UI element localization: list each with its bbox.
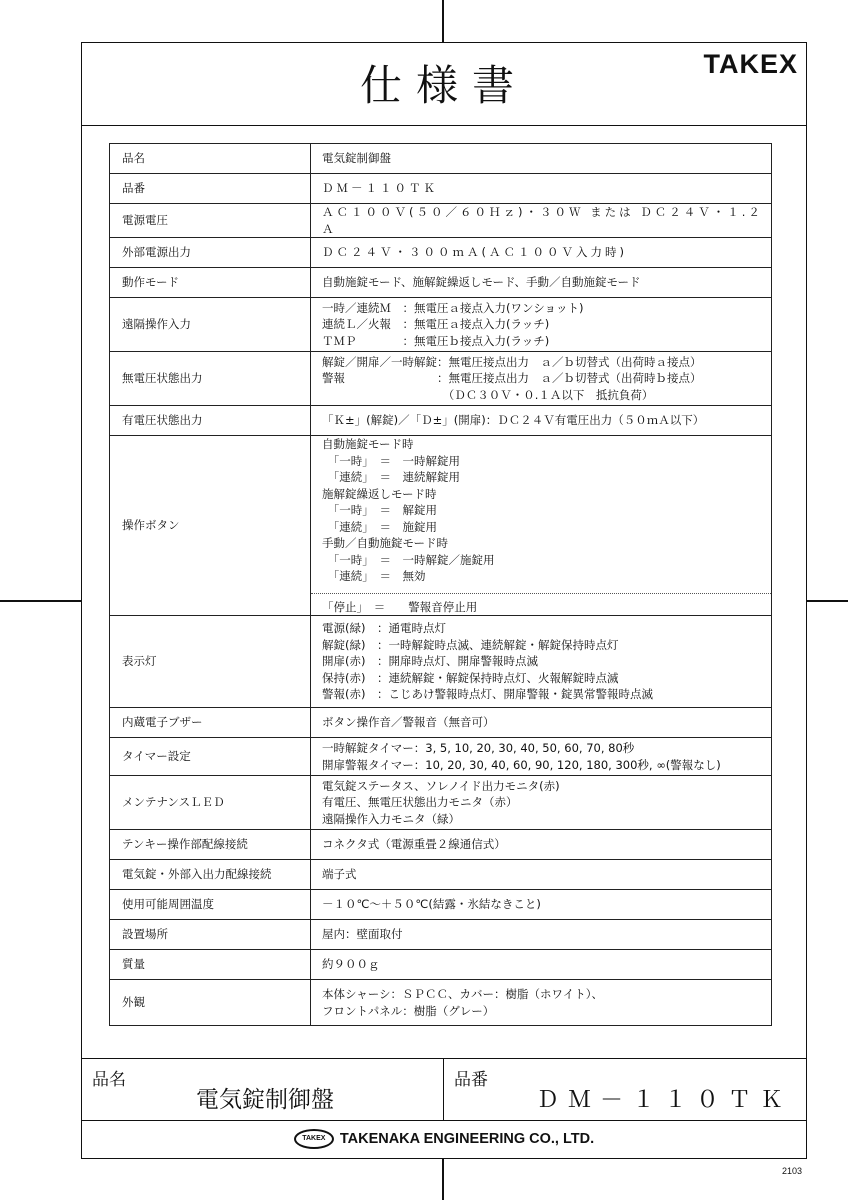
spec-value <box>311 174 772 204</box>
spec-value-line: 電気錠ステータス、ソレノイド出力モニタ(赤) <box>322 778 560 793</box>
spec-value-line: 自動施錠モード、施解錠繰返しモード、手動／自動施錠モード <box>322 275 641 290</box>
document-header <box>82 43 806 126</box>
spec-value-line: （ＤＣ３０Ｖ・０.１Ａ以下 抵抗負荷） <box>322 387 654 402</box>
spec-value-line: ＴＭＰ ：無電圧ｂ接点入力(ラッチ) <box>322 333 550 348</box>
spec-value <box>311 352 772 406</box>
spec-label: 品名 <box>110 144 311 174</box>
spec-value-line: 開扉(赤) ：開扉時点灯、開扉警報時点滅 <box>322 654 538 669</box>
spec-label: 表示灯 <box>110 616 311 708</box>
spec-value-line: 「連続」 ＝ 無効 <box>322 569 426 583</box>
spec-value-line: 本体シャーシ：ＳＰＣＣ、カバー：樹脂（ホワイト）、 <box>322 987 603 1001</box>
spec-row <box>110 860 772 890</box>
spec-value <box>311 860 772 890</box>
spec-label: 有電圧状態出力 <box>110 406 311 436</box>
spec-value-line: 自動施錠モード時 <box>322 437 414 451</box>
product-number-value: ＤＭ－１１０ＴＫ <box>536 1087 792 1113</box>
spec-value-line: ＡＣ１００Ｖ(５０／６０Ｈｚ)・３０Ｗ または ＤＣ２４Ｖ・１.２Ａ <box>322 205 763 236</box>
spec-label: 内蔵電子ブザー <box>110 708 311 738</box>
spec-row <box>110 920 772 950</box>
product-name-cell <box>82 1059 444 1120</box>
product-number-label: 品番 <box>454 1070 488 1090</box>
spec-row <box>110 738 772 776</box>
spec-label: テンキー操作部配線接続 <box>110 830 311 860</box>
brand-logo: TAKEX <box>703 49 798 79</box>
crop-mark-right <box>806 600 848 602</box>
spec-value-line: 警報(赤) ：こじあけ警報時点灯、開扉警報・錠異常警報時点滅 <box>322 687 653 702</box>
spec-value-line: 「一時」 ＝ 一時解錠用 <box>322 453 460 468</box>
spec-row <box>110 950 772 980</box>
document-code: 2103 <box>781 1166 802 1176</box>
spec-table <box>109 143 772 1026</box>
spec-row <box>110 830 772 860</box>
spec-value-line: －１０℃～＋５０℃(結露・氷結なきこと) <box>322 897 541 912</box>
crop-mark-left <box>0 600 82 602</box>
spec-label: タイマー設定 <box>110 738 311 776</box>
spec-value-line: ボタン操作音／警報音（無音可） <box>322 715 495 730</box>
spec-label: 操作ボタン <box>110 436 311 616</box>
spec-value <box>311 204 772 238</box>
spec-value-line: 「連続」 ＝ 施錠用 <box>322 519 437 534</box>
spec-label: 品番 <box>110 174 311 204</box>
spec-value-line: 屋内：壁面取付 <box>322 927 403 942</box>
spec-value <box>311 980 772 1026</box>
spec-value-line: 電源(緑) ：通電時点灯 <box>322 621 446 636</box>
company-line <box>82 1129 806 1149</box>
spec-value-line: ＤＭ－１１０ＴＫ <box>322 181 438 196</box>
spec-label: 設置場所 <box>110 920 311 950</box>
spec-value <box>311 144 772 174</box>
spec-row <box>110 298 772 352</box>
spec-row <box>110 890 772 920</box>
spec-row <box>110 238 772 268</box>
spec-value-line: 保持(赤) ：連続解錠・解錠保持時点灯、火報解錠時点滅 <box>322 670 619 685</box>
spec-value <box>311 268 772 298</box>
spec-row <box>110 436 772 616</box>
spec-value-line: 遠隔操作入力モニタ（緑） <box>322 811 460 826</box>
product-number-cell <box>444 1059 806 1120</box>
spec-value-line: 警報 ：無電圧接点出力 ａ／ｂ切替式（出荷時ｂ接点） <box>322 371 702 386</box>
spec-value-line: フロントパネル：樹脂（グレー） <box>322 1003 495 1018</box>
spec-row <box>110 708 772 738</box>
spec-label: メンテナンスＬＥＤ <box>110 776 311 830</box>
spec-label: 遠隔操作入力 <box>110 298 311 352</box>
spec-value <box>311 436 772 616</box>
crop-mark-bottom <box>442 1158 444 1200</box>
takex-logo-oval: TAKEX <box>294 1129 334 1149</box>
spec-label: 外部電源出力 <box>110 238 311 268</box>
spec-label: 電源電圧 <box>110 204 311 238</box>
document-title: 仕様書 <box>359 61 528 110</box>
title-block-row <box>82 1058 806 1121</box>
spec-value-line: コネクタ式（電源重畳２線通信式） <box>322 837 506 852</box>
product-name-value: 電気錠制御盤 <box>196 1087 334 1113</box>
spec-value <box>311 738 772 776</box>
spec-value-line: 「一時」 ＝ 一時解錠／施錠用 <box>322 552 495 567</box>
spec-value-line: 約９００ｇ <box>322 957 380 972</box>
spec-value-line: 端子式 <box>322 867 357 882</box>
spec-label: 無電圧状態出力 <box>110 352 311 406</box>
spec-row <box>110 616 772 708</box>
spec-label: 動作モード <box>110 268 311 298</box>
company-row <box>82 1121 806 1158</box>
spec-row <box>110 980 772 1026</box>
spec-value <box>311 920 772 950</box>
spec-row <box>110 406 772 436</box>
spec-value <box>311 830 772 860</box>
spec-value-line: 「連続」 ＝ 連続解錠用 <box>322 470 460 484</box>
spec-value-line: 解錠／開扉／一時解錠：無電圧接点出力 ａ／ｂ切替式（出荷時ａ接点） <box>322 354 702 369</box>
spec-row <box>110 352 772 406</box>
spec-value <box>311 298 772 352</box>
spec-value-line: 一時解錠タイマー：3, 5, 10, 20, 30, 40, 50, 60, 70, 80秒 <box>322 741 635 755</box>
title-block <box>82 1058 806 1158</box>
spec-value <box>311 776 772 830</box>
document-frame <box>81 42 807 1159</box>
spec-value <box>311 238 772 268</box>
spec-value-line: 有電圧、無電圧状態出力モニタ（赤） <box>322 795 518 810</box>
spec-row <box>110 268 772 298</box>
spec-value-line: 「一時」 ＝ 解錠用 <box>322 503 437 517</box>
spec-label: 電気錠・外部入出力配線接続 <box>110 860 311 890</box>
spec-row <box>110 204 772 238</box>
spec-label: 外観 <box>110 980 311 1026</box>
spec-label: 使用可能周囲温度 <box>110 890 311 920</box>
spec-value-line: 一時／連続Ｍ ：無電圧ａ接点入力(ワンショット) <box>322 300 584 315</box>
spec-row <box>110 144 772 174</box>
spec-row <box>110 776 772 830</box>
spec-value <box>311 890 772 920</box>
spec-value-line: 連続Ｌ／火報 ：無電圧ａ接点入力(ラッチ) <box>322 317 550 332</box>
spec-value-line: 「Ｋ±」(解錠)／「Ｄ±」(開扉)：ＤＣ２４Ｖ有電圧出力（５０ｍＡ以下） <box>322 413 705 428</box>
spec-row <box>110 174 772 204</box>
company-name: TAKENAKA ENGINEERING CO., LTD. <box>339 1131 595 1147</box>
spec-value <box>311 616 772 708</box>
spec-value <box>311 406 772 436</box>
spec-value-line: ＤＣ２４Ｖ・３００ｍＡ(ＡＣ１００Ｖ入力時) <box>322 245 627 260</box>
spec-value-line: 施解錠繰返しモード時 <box>322 486 437 501</box>
crop-mark-top <box>442 0 444 42</box>
spec-value-line: 電気錠制御盤 <box>322 151 391 166</box>
product-name-label: 品名 <box>92 1070 126 1090</box>
spec-value-line: 手動／自動施錠モード時 <box>322 536 449 550</box>
spec-value <box>311 950 772 980</box>
spec-label: 質量 <box>110 950 311 980</box>
spec-value <box>311 708 772 738</box>
spec-value-subline: 「停止」 ＝ 警報音停止用 <box>311 593 771 616</box>
spec-value-line: 解錠(緑) ：一時解錠時点滅、連続解錠・解錠保持時点灯 <box>322 637 619 652</box>
spec-value-line: 開扉警報タイマー：10, 20, 30, 40, 60, 90, 120, 180, 300秒, ∞(警報なし) <box>322 757 721 772</box>
